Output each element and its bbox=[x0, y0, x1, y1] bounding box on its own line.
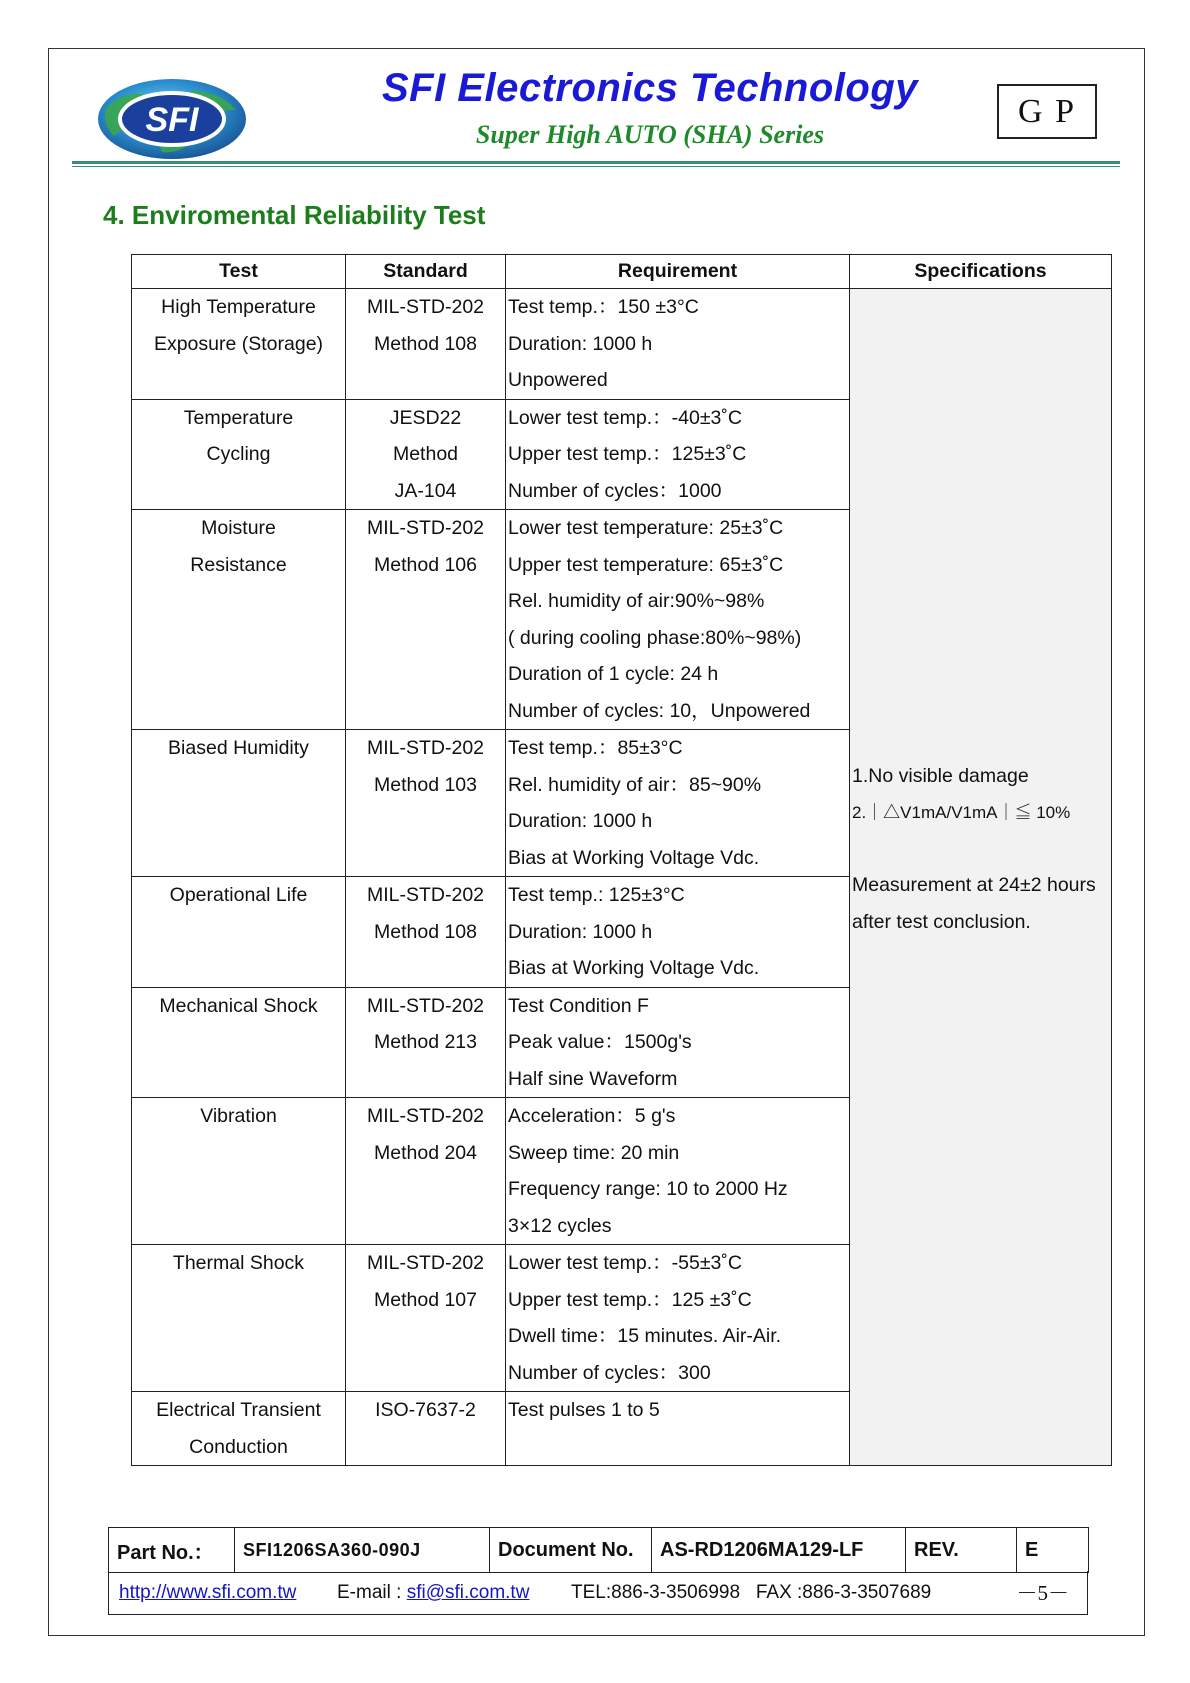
requirement-cell-line: Unpowered bbox=[508, 369, 608, 391]
requirement-cell-line: Number of cycles：1000 bbox=[508, 479, 722, 502]
footer-row bbox=[109, 1528, 1089, 1573]
standard-cell-line: JESD22 bbox=[389, 406, 462, 429]
test-cell-line: High Temperature bbox=[161, 296, 316, 318]
requirement-cell bbox=[506, 289, 850, 400]
requirement-cell-line: Rel. humidity of air:90%~98% bbox=[508, 590, 765, 612]
requirement-cell bbox=[506, 1098, 850, 1245]
page-number: －5－ bbox=[1016, 1581, 1069, 1605]
specifications-cell bbox=[850, 289, 1112, 1466]
requirement-cell-line: Test temp.: 125±3°C bbox=[508, 884, 685, 906]
standard-cell-line: MIL-STD-202 bbox=[366, 296, 485, 318]
series-name: Super High AUTO (SHA) Series bbox=[475, 120, 825, 149]
requirement-cell-line: Bias at Working Voltage Vdc. bbox=[508, 957, 760, 979]
requirement-cell-line: Duration: 1000 h bbox=[508, 810, 653, 832]
part-no-label: Part No.： bbox=[109, 1528, 235, 1573]
test-cell-line: Exposure (Storage) bbox=[153, 332, 324, 355]
requirement-cell-line: Dwell time：15 minutes. Air-Air. bbox=[508, 1325, 782, 1347]
requirement-cell bbox=[506, 399, 850, 510]
document-no-value: AS-RD1206MA129-LF bbox=[652, 1528, 906, 1573]
requirement-cell bbox=[506, 730, 850, 877]
email-group bbox=[337, 1571, 529, 1615]
requirement-cell-line: Duration: 1000 h bbox=[508, 920, 653, 943]
requirement-cell-line: Number of cycles: 10，Unpowered bbox=[508, 699, 811, 722]
requirement-cell-line: Number of cycles：300 bbox=[508, 1361, 711, 1384]
standard-cell-line: Method 108 bbox=[374, 920, 477, 943]
table-header-row bbox=[132, 255, 1112, 289]
requirement-cell-line: Peak value：1500g's bbox=[508, 1031, 692, 1053]
requirement-cell-line: Bias at Working Voltage Vdc. bbox=[508, 846, 760, 869]
requirement-cell-line: Upper test temp.：125±3˚C bbox=[508, 443, 747, 465]
gp-badge: G P bbox=[997, 84, 1097, 139]
standard-cell bbox=[346, 730, 506, 877]
spec-line-3: Measurement at 24±2 hours bbox=[852, 874, 1096, 896]
requirement-cell-line: Upper test temp.：125 ±3˚C bbox=[508, 1288, 752, 1311]
standard-cell-line: Method 213 bbox=[374, 1031, 477, 1053]
website-link[interactable]: http://www.sfi.com.tw bbox=[119, 1582, 297, 1603]
requirement-cell-line: Test temp.：150 ±3°C bbox=[508, 296, 699, 318]
standard-cell-line: ISO-7637-2 bbox=[375, 1399, 476, 1421]
requirement-cell bbox=[506, 510, 850, 730]
requirement-cell-line: ( during cooling phase:80%~98%) bbox=[508, 626, 802, 649]
standard-cell-line: MIL-STD-202 bbox=[366, 1252, 485, 1274]
standard-cell bbox=[346, 877, 506, 988]
standard-cell-line: MIL-STD-202 bbox=[366, 884, 485, 906]
standard-cell bbox=[346, 1245, 506, 1392]
requirement-cell-line: Lower test temperature: 25±3˚C bbox=[508, 517, 784, 539]
standard-cell-line: MIL-STD-202 bbox=[366, 517, 485, 539]
part-no-value: SFI1206SA360-090J bbox=[235, 1528, 490, 1573]
requirement-cell-line: Test temp.：85±3°C bbox=[508, 737, 683, 759]
requirement-cell bbox=[506, 987, 850, 1098]
requirement-cell-line: Frequency range: 10 to 2000 Hz bbox=[508, 1178, 788, 1200]
spec-line-4: after test conclusion. bbox=[852, 910, 1031, 933]
test-cell bbox=[132, 1098, 346, 1245]
rev-value: E bbox=[1017, 1528, 1089, 1573]
standard-cell-line: MIL-STD-202 bbox=[366, 1105, 485, 1127]
table-row bbox=[132, 289, 1112, 400]
standard-cell bbox=[346, 1392, 506, 1466]
footer-table bbox=[108, 1527, 1089, 1573]
standard-cell-line: MIL-STD-202 bbox=[366, 737, 485, 759]
test-cell bbox=[132, 877, 346, 988]
requirement-cell-line: Upper test temperature: 65±3˚C bbox=[508, 553, 784, 576]
standard-cell-line: Method 106 bbox=[374, 553, 477, 576]
reliability-test-table bbox=[131, 254, 1112, 1466]
header-rule-thin bbox=[72, 166, 1120, 167]
sfi-logo bbox=[96, 78, 248, 160]
standard-cell bbox=[346, 289, 506, 400]
requirement-cell-line: Duration: 1000 h bbox=[508, 332, 653, 355]
test-cell-line: Resistance bbox=[190, 553, 287, 576]
requirement-cell-line: Rel. humidity of air：85~90% bbox=[508, 773, 762, 796]
test-cell bbox=[132, 510, 346, 730]
standard-cell-line: Method 103 bbox=[374, 773, 477, 796]
requirement-cell-line: Sweep time: 20 min bbox=[508, 1141, 680, 1164]
requirement-cell-line: Lower test temp.：-55±3˚C bbox=[508, 1252, 742, 1274]
requirement-cell-line: Half sine Waveform bbox=[508, 1067, 678, 1090]
header-specifications: Specifications bbox=[850, 255, 1112, 289]
standard-cell-line: JA-104 bbox=[394, 479, 457, 502]
test-cell bbox=[132, 289, 346, 400]
header-requirement: Requirement bbox=[506, 255, 850, 289]
standard-cell bbox=[346, 399, 506, 510]
spec-line-2: 2.｜△V1mA/V1mA｜≦ 10% bbox=[852, 802, 1071, 822]
document-no-label: Document No. bbox=[490, 1528, 652, 1573]
section-title: 4. Enviromental Reliability Test bbox=[103, 200, 486, 230]
test-cell-line: Moisture bbox=[201, 517, 276, 539]
test-cell-line: Temperature bbox=[183, 406, 294, 429]
test-cell-line: Conduction bbox=[189, 1435, 288, 1458]
standard-cell-line: Method 107 bbox=[374, 1288, 477, 1311]
test-cell-line: Mechanical Shock bbox=[159, 994, 318, 1017]
test-cell bbox=[132, 730, 346, 877]
test-cell-line: Operational Life bbox=[169, 884, 308, 906]
test-cell-line: Biased Humidity bbox=[168, 737, 309, 759]
footer-contact-line bbox=[108, 1571, 1088, 1615]
standard-cell-line: Method bbox=[392, 443, 459, 465]
test-cell bbox=[132, 1245, 346, 1392]
standard-cell bbox=[346, 510, 506, 730]
test-cell bbox=[132, 987, 346, 1098]
test-cell-line: Cycling bbox=[206, 443, 271, 465]
requirement-cell bbox=[506, 877, 850, 988]
email-link[interactable]: sfi@sfi.com.tw bbox=[406, 1582, 530, 1603]
rev-label: REV. bbox=[906, 1528, 1017, 1573]
svg-text:SFI: SFI bbox=[145, 101, 199, 139]
test-cell-line: Vibration bbox=[200, 1105, 277, 1127]
spec-gap bbox=[852, 831, 1111, 867]
email-label: E-mail : bbox=[337, 1582, 407, 1603]
requirement-cell-line: Test pulses 1 to 5 bbox=[508, 1399, 660, 1421]
test-cell bbox=[132, 1392, 346, 1466]
tel-fax: TEL:886-3-3506998 FAX :886-3-3507689 bbox=[571, 1582, 932, 1603]
requirement-cell-line: 3×12 cycles bbox=[508, 1214, 612, 1237]
requirement-cell bbox=[506, 1245, 850, 1392]
company-name: SFI Electronics Technology bbox=[381, 66, 919, 110]
requirement-cell-line: Test Condition F bbox=[508, 994, 649, 1017]
test-cell-line: Thermal Shock bbox=[172, 1252, 305, 1274]
standard-cell-line: MIL-STD-202 bbox=[366, 994, 485, 1017]
specifications-content bbox=[852, 758, 1111, 940]
header-test: Test bbox=[132, 255, 346, 289]
test-cell bbox=[132, 399, 346, 510]
header-standard: Standard bbox=[346, 255, 506, 289]
standard-cell bbox=[346, 1098, 506, 1245]
spec-line-1: 1.No visible damage bbox=[852, 765, 1029, 787]
standard-cell-line: Method 108 bbox=[374, 332, 477, 355]
test-cell-line: Electrical Transient bbox=[156, 1399, 321, 1421]
header-rule bbox=[72, 161, 1120, 164]
standard-cell bbox=[346, 987, 506, 1098]
requirement-cell-line: Duration of 1 cycle: 24 h bbox=[508, 663, 719, 685]
requirement-cell-line: Acceleration：5 g's bbox=[508, 1105, 676, 1127]
requirement-cell bbox=[506, 1392, 850, 1466]
standard-cell-line: Method 204 bbox=[374, 1141, 477, 1164]
requirement-cell-line: Lower test temp.：-40±3˚C bbox=[508, 406, 742, 429]
